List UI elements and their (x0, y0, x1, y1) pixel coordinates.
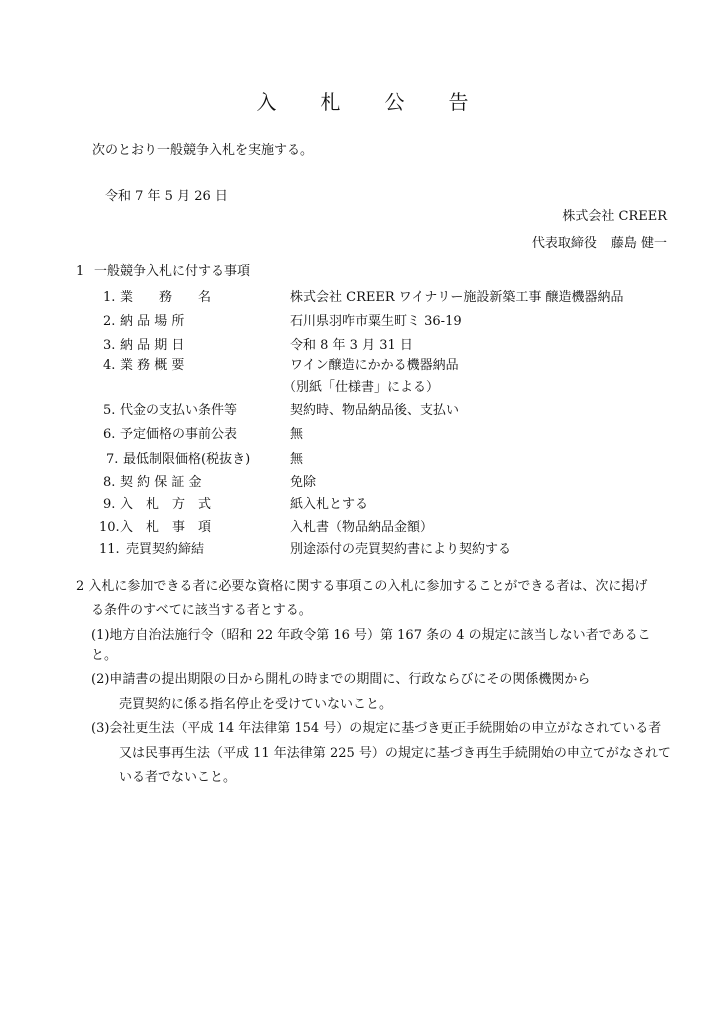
item-number: 4. (103, 358, 116, 373)
item-label: 業 務 概 要 (120, 358, 185, 373)
item-value-continuation: （別紙「仕様書」による） (283, 380, 440, 395)
title-char: 公 (384, 90, 405, 114)
condition-1-cont: と。 (91, 648, 118, 663)
item-number: 11. (99, 542, 120, 557)
title-char: 告 (448, 90, 469, 114)
item-number: 7. (106, 452, 119, 467)
item-number: 10. (99, 520, 120, 535)
item-label: 納 品 期 日 (120, 338, 185, 353)
item-value: ワイン醸造にかかる機器納品 (290, 358, 459, 373)
issuer-role: 代表取締役 (531, 236, 597, 251)
condition-3: (3)会社更生法（平成 14 年法律第 154 号）の規定に基づき更正手続開始の申立がなされている者 (91, 721, 662, 736)
condition-3-cont: 又は民事再生法（平成 11 年法律第 225 号）の規定に基づき再生手続開始の申立てがなされて (119, 746, 671, 761)
issuer-representative (532, 236, 667, 252)
title-char: 入 (256, 90, 277, 114)
issuer-name: 藤島 健一 (610, 236, 667, 251)
condition-3-cont: いる者でないこと。 (119, 770, 237, 785)
item-number: 6. (103, 427, 116, 442)
item-value: 入札書（物品納品金額） (290, 520, 434, 535)
title-char: 札 (320, 90, 341, 114)
page-title (0, 90, 725, 114)
item-label: 予定価格の事前公表 (120, 427, 238, 442)
item-label: 納 品 場 所 (120, 314, 185, 329)
section-2-heading-cont: る条件のすべてに該当する者とする。 (91, 603, 312, 618)
condition-2: (2)申請書の提出期限の日から開札の時までの期間に、行政ならびにその関係機関から (91, 672, 591, 687)
item-label: 売買契約締結 (126, 542, 205, 557)
item-value: 無 (290, 427, 304, 442)
item-value: 契約時、物品納品後、支払い (290, 403, 460, 418)
condition-2-cont: 売買契約に係る指名停止を受けていないこと。 (119, 697, 393, 712)
notice-date: 令和 7 年 5 月 26 日 (105, 189, 228, 204)
section-1-heading (76, 264, 250, 280)
item-number: 1. (103, 290, 116, 305)
section-title: 一般競争入札に付する事項 (94, 264, 251, 279)
item-value: 令和 8 年 3 月 31 日 (290, 338, 413, 353)
item-label: 契 約 保 証 金 (120, 475, 202, 490)
item-number: 5. (103, 403, 116, 418)
item-value: 無 (290, 452, 304, 467)
item-label: 最低制限価格(税抜き) (123, 452, 251, 467)
item-label: 入 札 事 項 (120, 520, 212, 535)
intro-text: 次のとおり一般競争入札を実施する。 (92, 143, 314, 158)
item-number: 8. (103, 475, 116, 490)
item-number: 3. (103, 338, 116, 353)
condition-1: (1)地方自治法施行令（昭和 22 年政令第 16 号）第 167 条の 4 の規定に該当しない者であるこ (91, 628, 651, 643)
item-label: 代金の支払い条件等 (120, 403, 238, 418)
item-value: 別途添付の売買契約書により契約する (290, 542, 512, 557)
item-value: 株式会社 CREER ワイナリー施設新築工事 醸造機器納品 (290, 290, 624, 305)
item-number: 2. (103, 314, 116, 329)
issuer-company: 株式会社 CREER (562, 209, 667, 224)
section-number: 1 (76, 264, 85, 279)
item-value: 免除 (290, 475, 317, 490)
section-2-heading: 2 入札に参加できる者に必要な資格に関する事項この入札に参加することができる者は、次に掲げ (76, 579, 648, 594)
item-value: 紙入札とする (290, 497, 369, 512)
item-label: 業 務 名 (120, 290, 212, 305)
item-number: 9. (103, 497, 116, 512)
item-label: 入 札 方 式 (120, 497, 212, 512)
item-value: 石川県羽咋市粟生町ミ 36-19 (290, 314, 462, 329)
